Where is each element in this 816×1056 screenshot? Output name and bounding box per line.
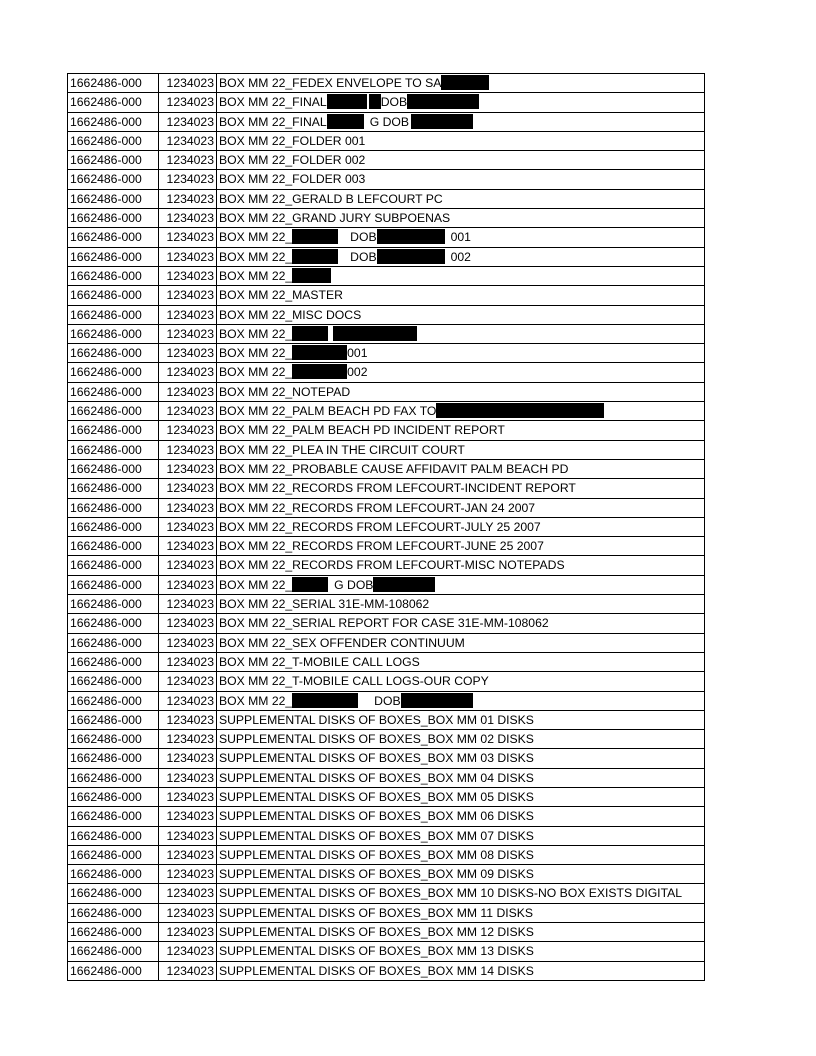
record-code-cell: 1234023 — [159, 131, 217, 150]
description-text: BOX MM 22_SERIAL 31E-MM-108062 — [219, 597, 430, 612]
table-row — [68, 961, 705, 980]
table-row — [68, 286, 705, 305]
record-code-cell: 1234023 — [159, 787, 217, 806]
description-text: DOB — [380, 95, 408, 110]
table-row — [68, 614, 705, 633]
record-description-cell — [217, 633, 705, 652]
record-description-cell — [217, 74, 705, 93]
record-description-cell — [217, 730, 705, 749]
table-row — [68, 633, 705, 652]
table-row — [68, 730, 705, 749]
redaction-block — [292, 364, 347, 379]
description-text: BOX MM 22_FOLDER 002 — [219, 153, 366, 168]
record-id-cell: 1662486-000 — [68, 652, 159, 671]
record-id-cell: 1662486-000 — [68, 209, 159, 228]
description-text: DOB — [374, 693, 401, 708]
table-row — [68, 382, 705, 401]
record-code-cell: 1234023 — [159, 710, 217, 729]
table-row — [68, 691, 705, 710]
record-id-cell: 1662486-000 — [68, 865, 159, 884]
record-description-cell — [217, 672, 705, 691]
table-row — [68, 672, 705, 691]
record-id-cell: 1662486-000 — [68, 923, 159, 942]
description-text: SUPPLEMENTAL DISKS OF BOXES_BOX MM 14 DISKS — [219, 963, 534, 978]
record-id-cell: 1662486-000 — [68, 903, 159, 922]
record-description-cell — [217, 305, 705, 324]
record-code-cell: 1234023 — [159, 305, 217, 324]
record-id-cell: 1662486-000 — [68, 749, 159, 768]
record-code-cell: 1234023 — [159, 884, 217, 903]
record-id-cell: 1662486-000 — [68, 691, 159, 710]
record-description-cell — [217, 112, 705, 131]
record-code-cell: 1234023 — [159, 826, 217, 845]
record-id-cell: 1662486-000 — [68, 575, 159, 594]
record-code-cell: 1234023 — [159, 923, 217, 942]
description-text: BOX MM 22_RECORDS FROM LEFCOURT-JAN 24 2007 — [219, 500, 536, 515]
record-id-cell: 1662486-000 — [68, 344, 159, 363]
record-id-cell: 1662486-000 — [68, 112, 159, 131]
record-code-cell: 1234023 — [159, 633, 217, 652]
record-description-cell — [217, 537, 705, 556]
description-text: 001 — [347, 346, 368, 361]
record-code-cell: 1234023 — [159, 807, 217, 826]
table-row — [68, 74, 705, 93]
record-description-cell — [217, 131, 705, 150]
record-code-cell: 1234023 — [159, 170, 217, 189]
record-code-cell: 1234023 — [159, 93, 217, 112]
record-id-cell: 1662486-000 — [68, 170, 159, 189]
record-description-cell — [217, 903, 705, 922]
record-code-cell: 1234023 — [159, 189, 217, 208]
table-row — [68, 305, 705, 324]
record-description-cell — [217, 575, 705, 594]
description-text: BOX MM 22_RECORDS FROM LEFCOURT-MISC NOTEPADS — [219, 558, 565, 573]
record-description-cell — [217, 614, 705, 633]
record-id-cell: 1662486-000 — [68, 382, 159, 401]
record-description-cell — [217, 865, 705, 884]
record-id-cell: 1662486-000 — [68, 479, 159, 498]
record-id-cell: 1662486-000 — [68, 421, 159, 440]
description-text: BOX MM 22_MISC DOCS — [219, 307, 362, 322]
record-code-cell: 1234023 — [159, 652, 217, 671]
record-code-cell: 1234023 — [159, 266, 217, 285]
record-code-cell: 1234023 — [159, 382, 217, 401]
description-text: BOX MM 22_GERALD B LEFCOURT PC — [219, 191, 443, 206]
description-text: SUPPLEMENTAL DISKS OF BOXES_BOX MM 05 DISKS — [219, 789, 534, 804]
record-description-cell — [217, 884, 705, 903]
redaction-block — [441, 75, 489, 90]
record-code-cell: 1234023 — [159, 845, 217, 864]
description-text: 002 — [450, 249, 471, 264]
description-text: BOX MM 22_FOLDER 001 — [219, 133, 366, 148]
table-row — [68, 903, 705, 922]
record-description-cell — [217, 421, 705, 440]
table-row — [68, 344, 705, 363]
record-description-cell — [217, 961, 705, 980]
description-text: BOX MM 22_PROBABLE CAUSE AFFIDAVIT PALM BEACH PD — [219, 461, 569, 476]
record-description-cell — [217, 209, 705, 228]
description-text: BOX MM 22_T-MOBILE CALL LOGS — [219, 654, 420, 669]
table-row — [68, 517, 705, 536]
record-description-cell — [217, 363, 705, 382]
description-text: BOX MM 22_RECORDS FROM LEFCOURT-JUNE 25 2007 — [219, 539, 544, 554]
record-description-cell — [217, 382, 705, 401]
description-text: BOX MM 22_ — [219, 577, 293, 592]
record-id-cell: 1662486-000 — [68, 961, 159, 980]
record-code-cell: 1234023 — [159, 344, 217, 363]
record-id-cell: 1662486-000 — [68, 730, 159, 749]
record-description-cell — [217, 479, 705, 498]
description-text: BOX MM 22_PALM BEACH PD INCIDENT REPORT — [219, 423, 505, 438]
table-row — [68, 112, 705, 131]
table-row — [68, 749, 705, 768]
record-code-cell: 1234023 — [159, 228, 217, 247]
record-description-cell — [217, 517, 705, 536]
table-row — [68, 421, 705, 440]
record-code-cell: 1234023 — [159, 421, 217, 440]
record-id-cell: 1662486-000 — [68, 595, 159, 614]
record-description-cell — [217, 807, 705, 826]
record-code-cell: 1234023 — [159, 112, 217, 131]
description-text: BOX MM 22_FINAL — [219, 95, 327, 110]
record-code-cell: 1234023 — [159, 595, 217, 614]
description-text: SUPPLEMENTAL DISKS OF BOXES_BOX MM 11 DISKS — [219, 905, 534, 920]
redaction-block — [377, 249, 445, 264]
table-row — [68, 865, 705, 884]
description-text: BOX MM 22_ — [219, 230, 293, 245]
record-id-cell: 1662486-000 — [68, 189, 159, 208]
description-text: BOX MM 22_ — [219, 249, 293, 264]
description-text: G DOB — [369, 114, 409, 129]
table-row — [68, 884, 705, 903]
record-code-cell: 1234023 — [159, 614, 217, 633]
redaction-block — [327, 114, 364, 129]
record-code-cell: 1234023 — [159, 691, 217, 710]
description-text: BOX MM 22_SERIAL REPORT FOR CASE 31E-MM-108062 — [219, 616, 549, 631]
table-row — [68, 440, 705, 459]
description-text: 001 — [450, 230, 471, 245]
description-text: BOX MM 22_FOLDER 003 — [219, 172, 366, 187]
record-code-cell: 1234023 — [159, 730, 217, 749]
table-row — [68, 266, 705, 285]
record-id-cell: 1662486-000 — [68, 247, 159, 266]
table-row — [68, 768, 705, 787]
record-id-cell: 1662486-000 — [68, 942, 159, 961]
redaction-block — [377, 229, 445, 244]
redaction-block — [292, 249, 338, 264]
record-id-cell: 1662486-000 — [68, 826, 159, 845]
record-id-cell: 1662486-000 — [68, 305, 159, 324]
description-text: BOX MM 22_ — [219, 326, 293, 341]
record-description-cell — [217, 691, 705, 710]
record-id-cell: 1662486-000 — [68, 537, 159, 556]
description-text: 002 — [347, 365, 368, 380]
description-text: SUPPLEMENTAL DISKS OF BOXES_BOX MM 09 DISKS — [219, 867, 534, 882]
description-text: BOX MM 22_ — [219, 346, 293, 361]
redaction-block — [327, 94, 367, 109]
record-description-cell — [217, 749, 705, 768]
table-row — [68, 209, 705, 228]
record-description-cell — [217, 826, 705, 845]
table-row — [68, 923, 705, 942]
table-row — [68, 228, 705, 247]
record-description-cell — [217, 151, 705, 170]
table-row — [68, 942, 705, 961]
record-id-cell: 1662486-000 — [68, 517, 159, 536]
record-description-cell — [217, 344, 705, 363]
document-table — [67, 73, 705, 981]
redaction-block — [292, 345, 347, 360]
description-text: G DOB — [334, 577, 374, 592]
record-id-cell: 1662486-000 — [68, 672, 159, 691]
record-description-cell — [217, 170, 705, 189]
record-id-cell: 1662486-000 — [68, 710, 159, 729]
record-id-cell: 1662486-000 — [68, 286, 159, 305]
record-description-cell — [217, 942, 705, 961]
record-code-cell: 1234023 — [159, 498, 217, 517]
redaction-block — [333, 326, 417, 341]
description-text: BOX MM 22_MASTER — [219, 288, 343, 303]
record-code-cell: 1234023 — [159, 459, 217, 478]
record-code-cell: 1234023 — [159, 903, 217, 922]
record-code-cell: 1234023 — [159, 324, 217, 343]
record-code-cell: 1234023 — [159, 749, 217, 768]
record-code-cell: 1234023 — [159, 575, 217, 594]
record-code-cell: 1234023 — [159, 942, 217, 961]
table-row — [68, 189, 705, 208]
document-table-body — [68, 74, 705, 981]
record-code-cell: 1234023 — [159, 961, 217, 980]
record-description-cell — [217, 402, 705, 421]
table-row — [68, 556, 705, 575]
record-description-cell — [217, 189, 705, 208]
table-row — [68, 537, 705, 556]
table-row — [68, 402, 705, 421]
redaction-block — [436, 403, 604, 418]
redaction-block — [292, 268, 331, 283]
record-id-cell: 1662486-000 — [68, 845, 159, 864]
record-code-cell: 1234023 — [159, 556, 217, 575]
record-code-cell: 1234023 — [159, 286, 217, 305]
description-text: SUPPLEMENTAL DISKS OF BOXES_BOX MM 03 DISKS — [219, 751, 534, 766]
description-text: BOX MM 22_ — [219, 693, 293, 708]
record-description-cell — [217, 787, 705, 806]
description-text: BOX MM 22_FINAL — [219, 114, 327, 129]
description-text: BOX MM 22_GRAND JURY SUBPOENAS — [219, 211, 451, 226]
description-text: SUPPLEMENTAL DISKS OF BOXES_BOX MM 12 DISKS — [219, 925, 534, 940]
record-code-cell: 1234023 — [159, 479, 217, 498]
redaction-block — [292, 229, 338, 244]
redaction-block — [292, 326, 328, 341]
table-row — [68, 363, 705, 382]
table-row — [68, 479, 705, 498]
description-text: BOX MM 22_ — [219, 365, 293, 380]
table-row — [68, 826, 705, 845]
record-description-cell — [217, 440, 705, 459]
description-text: SUPPLEMENTAL DISKS OF BOXES_BOX MM 01 DISKS — [219, 712, 534, 727]
record-id-cell: 1662486-000 — [68, 228, 159, 247]
record-id-cell: 1662486-000 — [68, 440, 159, 459]
record-id-cell: 1662486-000 — [68, 151, 159, 170]
description-text: DOB — [350, 230, 377, 245]
record-description-cell — [217, 556, 705, 575]
description-text: SUPPLEMENTAL DISKS OF BOXES_BOX MM 02 DISKS — [219, 732, 534, 747]
description-text: SUPPLEMENTAL DISKS OF BOXES_BOX MM 10 DISKS-NO BOX EXISTS DIGITAL — [219, 886, 683, 901]
record-id-cell: 1662486-000 — [68, 884, 159, 903]
description-text: BOX MM 22_T-MOBILE CALL LOGS-OUR COPY — [219, 674, 489, 689]
description-text: BOX MM 22_SEX OFFENDER CONTINUUM — [219, 635, 465, 650]
description-text: BOX MM 22_NOTEPAD — [219, 384, 351, 399]
record-id-cell: 1662486-000 — [68, 807, 159, 826]
description-text: BOX MM 22_RECORDS FROM LEFCOURT-JULY 25 2007 — [219, 519, 541, 534]
description-text: BOX MM 22_PLEA IN THE CIRCUIT COURT — [219, 442, 465, 457]
record-id-cell: 1662486-000 — [68, 556, 159, 575]
record-id-cell: 1662486-000 — [68, 93, 159, 112]
record-id-cell: 1662486-000 — [68, 768, 159, 787]
record-description-cell — [217, 93, 705, 112]
record-description-cell — [217, 247, 705, 266]
record-description-cell — [217, 324, 705, 343]
description-text: SUPPLEMENTAL DISKS OF BOXES_BOX MM 08 DISKS — [219, 847, 534, 862]
record-code-cell: 1234023 — [159, 209, 217, 228]
record-id-cell: 1662486-000 — [68, 266, 159, 285]
redaction-block — [373, 577, 435, 592]
record-id-cell: 1662486-000 — [68, 498, 159, 517]
description-text: BOX MM 22_RECORDS FROM LEFCOURT-INCIDENT REPORT — [219, 481, 576, 496]
record-description-cell — [217, 286, 705, 305]
description-text: BOX MM 22_ — [219, 268, 293, 283]
record-code-cell: 1234023 — [159, 672, 217, 691]
record-code-cell: 1234023 — [159, 402, 217, 421]
record-description-cell — [217, 266, 705, 285]
record-code-cell: 1234023 — [159, 363, 217, 382]
table-row — [68, 807, 705, 826]
table-row — [68, 459, 705, 478]
redaction-block — [292, 693, 358, 708]
table-row — [68, 575, 705, 594]
record-id-cell: 1662486-000 — [68, 324, 159, 343]
table-row — [68, 710, 705, 729]
record-description-cell — [217, 845, 705, 864]
description-text: BOX MM 22_FEDEX ENVELOPE TO SA — [219, 76, 442, 90]
redaction-block — [401, 693, 473, 708]
description-text: SUPPLEMENTAL DISKS OF BOXES_BOX MM 07 DISKS — [219, 828, 534, 843]
record-description-cell — [217, 228, 705, 247]
record-code-cell: 1234023 — [159, 517, 217, 536]
record-code-cell: 1234023 — [159, 74, 217, 93]
description-text: SUPPLEMENTAL DISKS OF BOXES_BOX MM 13 DISKS — [219, 944, 534, 959]
redaction-block — [292, 577, 328, 592]
record-description-cell — [217, 652, 705, 671]
record-description-cell — [217, 923, 705, 942]
record-code-cell: 1234023 — [159, 151, 217, 170]
description-text: BOX MM 22_PALM BEACH PD FAX TO — [219, 404, 437, 419]
table-row — [68, 324, 705, 343]
record-description-cell — [217, 595, 705, 614]
table-row — [68, 787, 705, 806]
record-description-cell — [217, 498, 705, 517]
record-id-cell: 1662486-000 — [68, 633, 159, 652]
redaction-block — [411, 114, 473, 129]
redaction-block — [407, 94, 479, 109]
record-id-cell: 1662486-000 — [68, 131, 159, 150]
record-code-cell: 1234023 — [159, 440, 217, 459]
record-code-cell: 1234023 — [159, 768, 217, 787]
description-text: SUPPLEMENTAL DISKS OF BOXES_BOX MM 04 DISKS — [219, 770, 534, 785]
record-code-cell: 1234023 — [159, 247, 217, 266]
table-row — [68, 247, 705, 266]
table-row — [68, 151, 705, 170]
table-row — [68, 845, 705, 864]
record-description-cell — [217, 768, 705, 787]
table-row — [68, 170, 705, 189]
table-row — [68, 652, 705, 671]
description-text: DOB — [350, 249, 377, 264]
record-id-cell: 1662486-000 — [68, 363, 159, 382]
table-row — [68, 131, 705, 150]
record-id-cell: 1662486-000 — [68, 614, 159, 633]
table-row — [68, 595, 705, 614]
table-row — [68, 498, 705, 517]
record-id-cell: 1662486-000 — [68, 787, 159, 806]
record-id-cell: 1662486-000 — [68, 402, 159, 421]
redaction-block — [369, 94, 381, 109]
record-description-cell — [217, 710, 705, 729]
record-id-cell: 1662486-000 — [68, 459, 159, 478]
record-id-cell: 1662486-000 — [68, 74, 159, 93]
record-code-cell: 1234023 — [159, 865, 217, 884]
table-row — [68, 93, 705, 112]
record-code-cell: 1234023 — [159, 537, 217, 556]
description-text: SUPPLEMENTAL DISKS OF BOXES_BOX MM 06 DISKS — [219, 809, 534, 824]
record-description-cell — [217, 459, 705, 478]
